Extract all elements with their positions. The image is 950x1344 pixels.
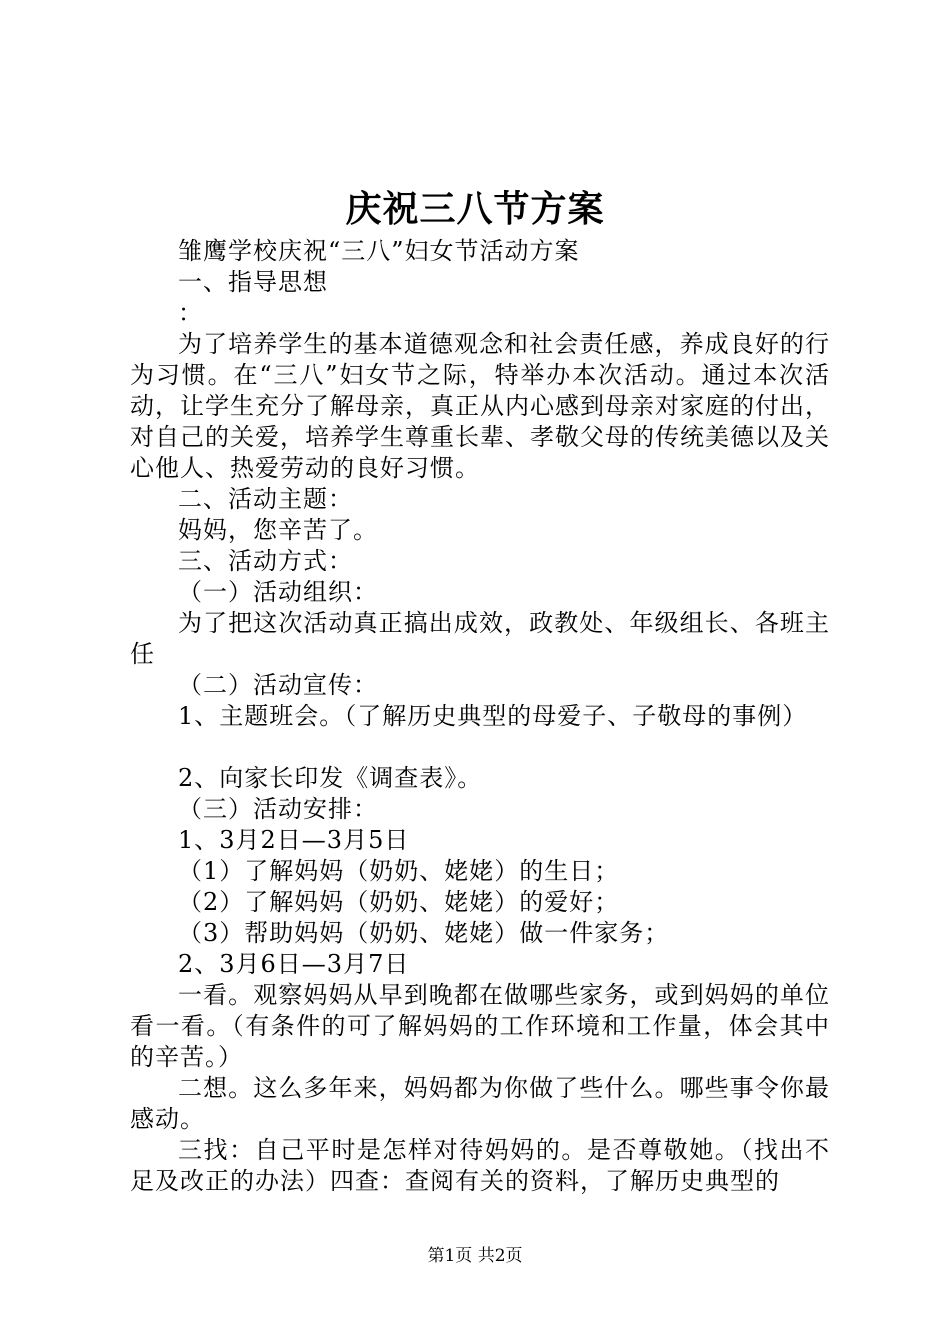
paragraph: 1、主题班会。（了解历史典型的母爱子、子敬母的事例）: [178, 702, 808, 730]
paragraph: 二想。这么多年来，妈妈都为你做了些什么。哪些事令你最感动。: [130, 1074, 830, 1133]
document-body: [130, 236, 830, 1197]
paragraph: 一看。观察妈妈从早到晚都在做哪些家务，或到妈妈的单位看一看。（有条件的可了解妈妈的工作环境和工作量，体会其中的辛苦。）: [130, 981, 830, 1071]
page-number-footer: 第1页 共2页: [427, 1246, 523, 1266]
paragraph: （1）了解妈妈（奶奶、姥姥）的生日；: [178, 857, 620, 885]
paragraph: 妈妈，您辛苦了。: [178, 516, 378, 544]
paragraph: （三）活动安排：: [178, 795, 378, 823]
paragraph: 2、3月6日—3月7日: [178, 950, 410, 978]
document-title: 庆祝三八节方案: [345, 188, 605, 230]
blank-line: [130, 732, 830, 763]
paragraph: ：: [178, 299, 203, 327]
paragraph: （2）了解妈妈（奶奶、姥姥）的爱好；: [178, 888, 620, 916]
paragraph: 2、向家长印发《调查表》。: [178, 764, 483, 792]
paragraph: （3）帮助妈妈（奶奶、姥姥）做一件家务；: [178, 919, 670, 947]
paragraph: 三、活动方式：: [178, 547, 353, 575]
paragraph: 一、指导思想: [178, 268, 328, 296]
paragraph: （一）活动组织：: [178, 578, 378, 606]
paragraph: 三找：自己平时是怎样对待妈妈的。是否尊敬她。（找出不足及改正的办法）四查：查阅有关的资料，了解历史典型的: [130, 1136, 830, 1195]
paragraph: 雏鹰学校庆祝“三八”妇女节活动方案: [178, 237, 580, 265]
paragraph: 1、3月2日—3月5日: [178, 826, 410, 854]
paragraph: 为了培养学生的基本道德观念和社会责任感，养成良好的行为习惯。在“三八”妇女节之际，特举办本次活动。通过本次活动，让学生充分了解母亲，真正从内心感到母亲对家庭的付出，对自己的关爱，培养学生尊重长辈、孝敬父母的传统美德以及关心他人、热爱劳动的良好习惯。: [130, 330, 830, 482]
paragraph: （二）活动宣传：: [178, 671, 378, 699]
paragraph: 为了把这次活动真正搞出成效，政教处、年级组长、各班主任: [130, 609, 830, 668]
paragraph: 二、活动主题：: [178, 485, 353, 513]
